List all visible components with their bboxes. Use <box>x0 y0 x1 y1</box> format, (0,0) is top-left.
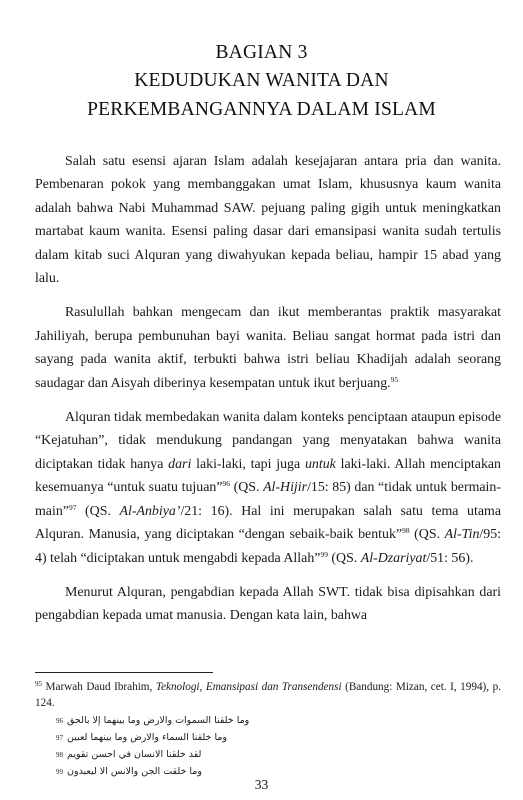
p3-text: /21: 16). Hal ini merupakan salah satu tema utama Alquran. Manusia, yang diciptakan “dengan sebaik-baik bentuk” <box>35 503 501 543</box>
p3-text: /15: 85) dan “tidak untuk bermain-main” <box>35 480 501 519</box>
chapter-title-line-1: KEDUDUKAN WANITA DAN <box>134 70 389 91</box>
footnote-book-title: Teknologi, Emansipasi dan Transendensi <box>155 681 342 693</box>
p3-surah-al-anbiya: Al-Anbiya’ <box>119 503 181 519</box>
p3-text: (QS. <box>229 480 264 496</box>
footnote-ref-98: 98 <box>402 526 410 536</box>
paragraph-2-text: Rasulullah bahkan mengecam dan ikut memberantas praktik masyarakat Jahiliyah, berupa pembunuhan bayi wanita. Beliau sangat hormat pada istri dan sayang pada wanita aktif, terbukti bahwa istri beliau Khadijah adalah seorang saudagar dan Aisyah diberinya kesempatan untuk ikut berjuang. <box>35 305 501 391</box>
p3-text: /95: 4) telah “diciptakan untuk mengabdi kepada Allah” <box>35 527 501 566</box>
footnote-arabic-text: لقد خلقنا الانسان في احسن تقويم <box>67 749 202 760</box>
p3-italic-dari: dari <box>168 456 192 472</box>
footnote-ref-95: 95 <box>390 374 399 384</box>
p3-surah-al-dzariyat: Al-Dzariyat <box>360 550 427 566</box>
footnote-arabic-text: وما خلقنا السماء والارض وما بينهما لعبين <box>67 732 228 743</box>
p3-text: Alquran tidak membedakan wanita dalam konteks penciptaan ataupun episode “Kejatuhan”, tidak mendukung pandangan yang menyatakan bahwa wanita diciptakan tidak hanya <box>35 410 501 472</box>
paragraph-2 <box>35 301 501 395</box>
footnote-98: 98 لقد خلقنا الانسان في احسن تقويم <box>35 747 501 764</box>
footnote-97: 97 وما خلقنا السماء والارض وما بينهما لعبين <box>35 730 501 747</box>
p3-text: (QS. <box>327 550 361 566</box>
footnote-ref-97: 97 <box>68 502 77 512</box>
p3-text: (QS. <box>409 527 445 543</box>
footnote-ref-96: 96 <box>222 479 230 489</box>
p3-surah-al-hijir: Al-Hijir <box>263 480 308 496</box>
paragraph-4: Menurut Alquran, pengabdian kepada Allah SWT. tidak bisa dipisahkan dari pengabdian kepada umat manusia. Dengan kata lain, bahwa <box>35 584 501 624</box>
footnote-text: Marwah Daud Ibrahim, <box>45 681 156 693</box>
body-text <box>35 150 501 639</box>
p3-text: laki-laki, tapi juga <box>191 456 305 472</box>
page-number: 33 <box>254 777 269 792</box>
paragraph-3 <box>35 406 501 570</box>
footnote-arabic-text: وما خلقنا السموات والارض وما بينهما إلا بالحق <box>67 715 250 726</box>
footnote-number: 95 <box>35 680 42 688</box>
footnote-text: (Bandung: Mizan, cet. I, 1994), p. 124. <box>35 681 501 709</box>
footnote-99: 99 وما خلقت الجن والانس الا ليعبدون <box>35 764 501 781</box>
footnote-95 <box>35 680 501 711</box>
chapter-number: BAGIAN 3 <box>215 42 308 63</box>
paragraph-1: Salah satu esensi ajaran Islam adalah kesejajaran antara pria dan wanita. Pembenaran pokok yang membanggakan umat Islam, khususnya kaum wanita adalah bahwa Nabi Muhammad SAW. pejuang paling gigih untuk meningkatkan martabat kaum wanita. Esensi paling dasar dari emansipasi wanita sudah tertulis dalam kitab suci Alquran yang diwahyukan kepada beliau, hampir 15 abad yang lalu. <box>35 154 501 287</box>
footnote-ref-99: 99 <box>320 549 328 559</box>
p3-italic-untuk: untuk <box>304 456 336 472</box>
chapter-title-line-2: PERKEMBANGANNYA DALAM ISLAM <box>87 99 436 120</box>
footnotes <box>35 680 501 781</box>
p3-text: laki-laki. Allah menciptakan kesemuanya “untuk suatu tujuan” <box>35 456 501 496</box>
footnote-divider <box>35 672 213 673</box>
p3-surah-al-tin: Al-Tin <box>444 527 480 543</box>
footnote-arabic-text: وما خلقت الجن والانس الا ليعبدون <box>67 766 202 777</box>
footnote-96: 96 وما خلقنا السموات والارض وما بينهما إلا بالحق <box>35 713 501 730</box>
p3-text: (QS. <box>76 503 120 519</box>
p3-text: /51: 56). <box>426 550 474 566</box>
